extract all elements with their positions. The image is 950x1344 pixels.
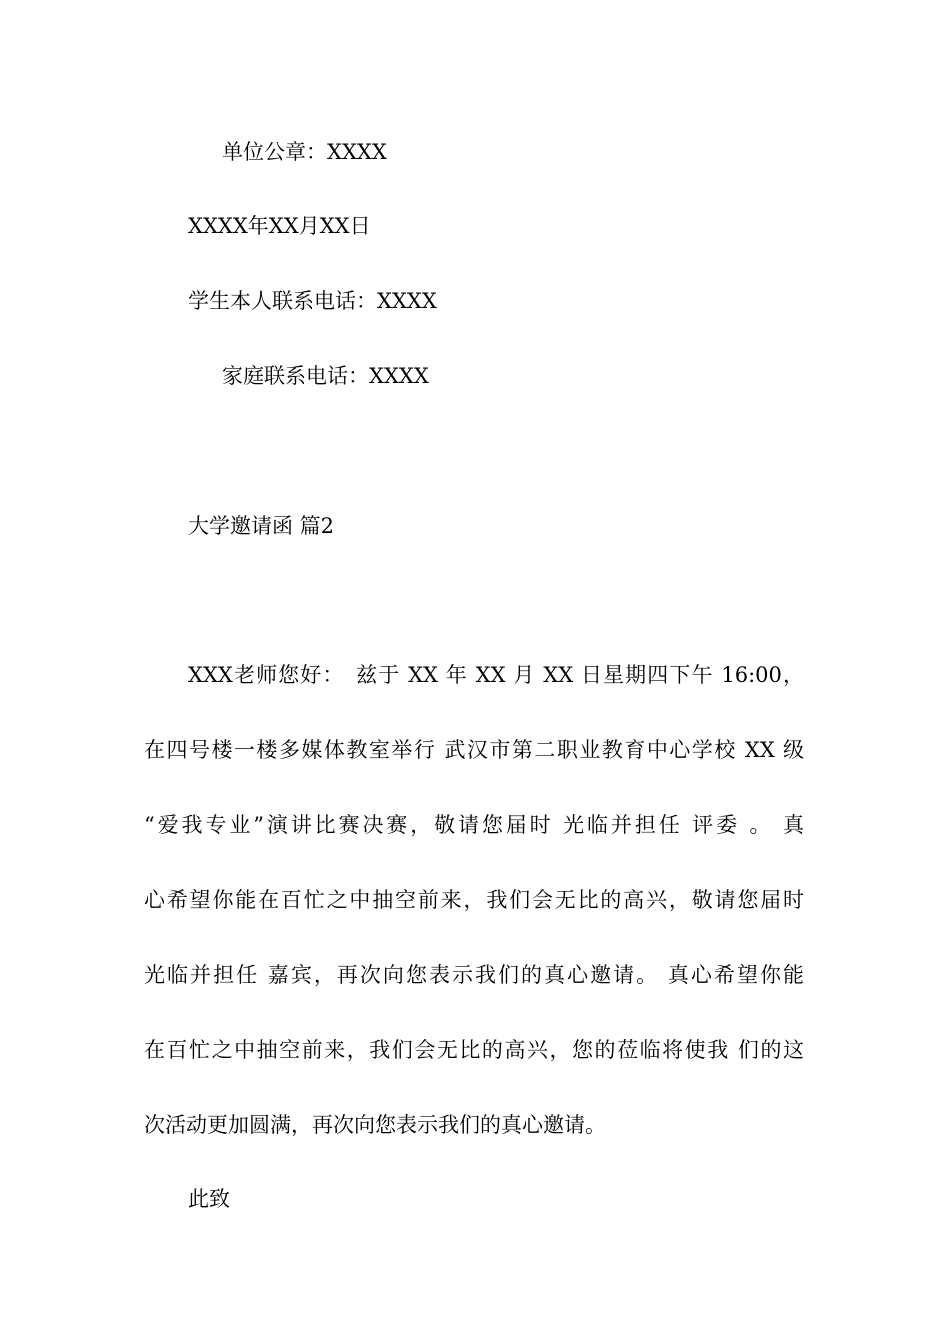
official-seal-line: 单位公章：XXXX xyxy=(222,140,387,164)
body-paragraph-line: 在四号楼一楼多媒体教室举行 武汉市第二职业教育中心学校 XX 级 xyxy=(144,738,804,762)
body-paragraph-line: XXX老师您好： 兹于 XX 年 XX 月 XX 日星期四下午 16:00， xyxy=(188,663,804,687)
body-paragraph-line: 次活动更加圆满，再次向您表示我们的真心邀请。 xyxy=(144,1113,606,1137)
family-phone-line: 家庭联系电话：XXXX xyxy=(222,364,429,388)
closing-salutation: 此致 xyxy=(188,1187,230,1211)
body-paragraph-line: 光临并担任 嘉宾，再次向您表示我们的真心邀请。 真心希望你能 xyxy=(144,963,804,987)
student-phone-line: 学生本人联系电话：XXXX xyxy=(188,289,437,313)
body-paragraph-line: “爱我专业”演讲比赛决赛，敬请您届时 光临并担任 评委 。 真 xyxy=(144,813,804,837)
body-paragraph-line: 在百忙之中抽空前来，我们会无比的高兴，您的莅临将使我 们的这 xyxy=(144,1038,804,1062)
body-paragraph-line: 心希望你能在百忙之中抽空前来，我们会无比的高兴，敬请您届时 xyxy=(144,888,804,912)
section-title: 大学邀请函 篇2 xyxy=(188,514,335,538)
date-line: XXXX年XX月XX日 xyxy=(188,214,371,238)
